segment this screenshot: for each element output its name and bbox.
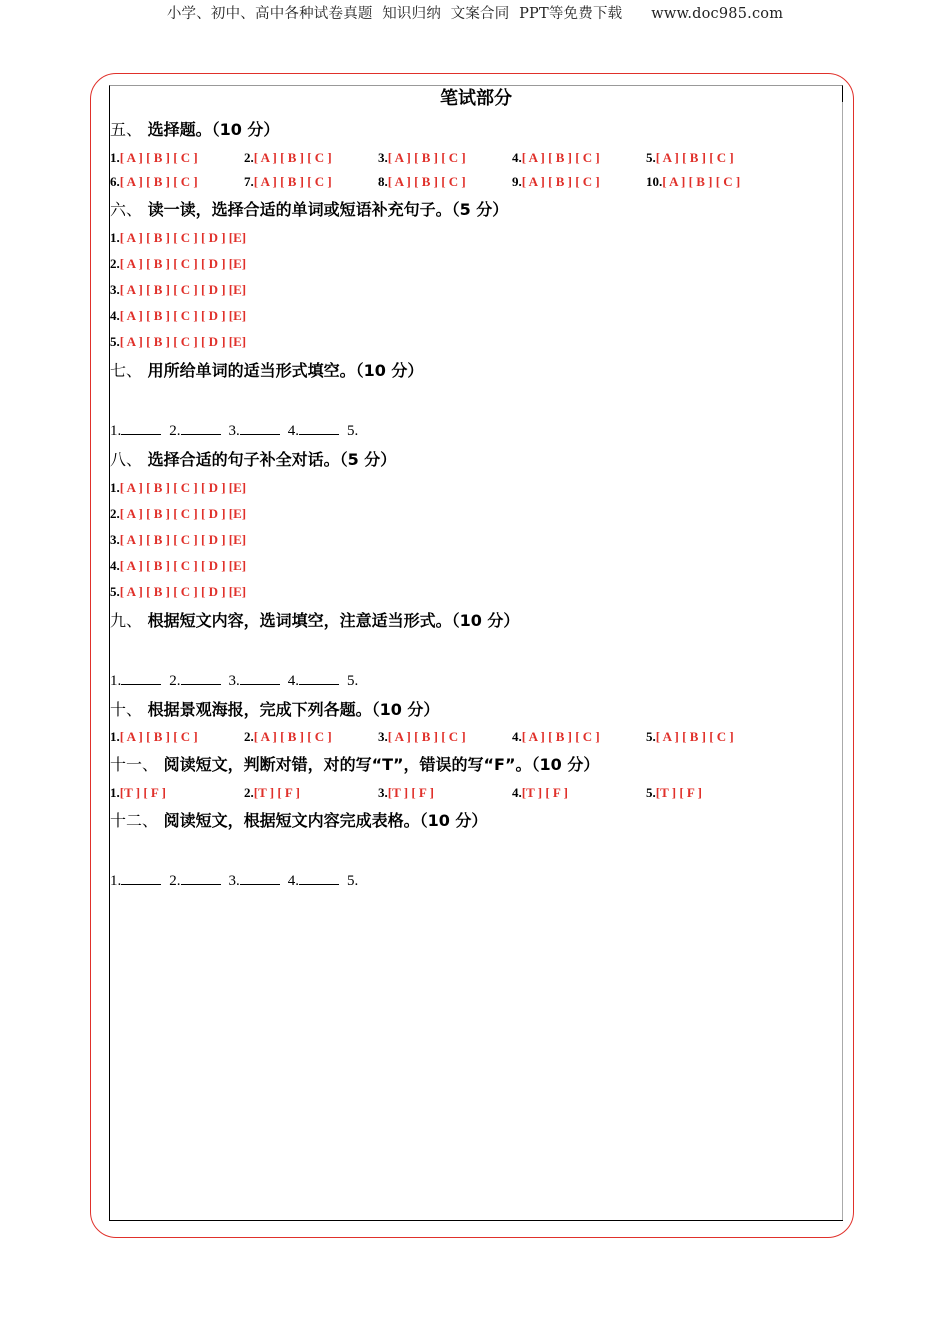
blank-line[interactable] [299, 870, 339, 885]
blank-number: 3. [228, 873, 240, 889]
answer-option-group[interactable] [512, 783, 568, 803]
fill-blank[interactable] [110, 420, 161, 441]
blank-number: 4. [287, 423, 299, 439]
answer-option-group[interactable] [110, 582, 246, 602]
blank-number: 2. [169, 673, 181, 689]
blank-line[interactable] [121, 870, 161, 885]
fill-blank-row [110, 420, 366, 441]
answer-choices[interactable]: [ A ] [ B ] [ C ] [ D ] [E] [119, 532, 247, 547]
section-number: 九、 [110, 611, 143, 630]
section-title-s12 [110, 810, 487, 832]
section-number: 十、 [110, 700, 143, 719]
question-number: 8. [378, 174, 388, 189]
answer-option-group[interactable] [110, 332, 246, 352]
section-text: 阅读短文，判断对错，对的写“T”，错误的写“F”。（10 分） [163, 755, 600, 774]
header-url[interactable]: www.doc985.com [651, 6, 784, 22]
question-number: 3. [378, 785, 388, 800]
question-number: 2. [244, 785, 254, 800]
fill-blank[interactable] [288, 420, 339, 441]
answer-option-group[interactable] [110, 504, 246, 524]
answer-choices[interactable]: [ A ] [ B ] [ C ] [ D ] [E] [119, 256, 247, 271]
section-text: 用所给单词的适当形式填空。（10 分） [147, 361, 424, 380]
answer-option-group[interactable] [110, 530, 246, 550]
answer-choices[interactable]: [ A ] [ B ] [ C ] [119, 150, 198, 165]
answer-option-group[interactable] [646, 172, 740, 192]
blank-number: 4. [287, 673, 299, 689]
blank-line[interactable] [240, 420, 280, 435]
answer-option-group[interactable] [110, 254, 246, 274]
answer-option-group[interactable] [378, 172, 466, 192]
fill-blank-row [110, 870, 366, 891]
section-text: 阅读短文，根据短文内容完成表格。（10 分） [163, 811, 488, 830]
answer-choices[interactable]: [ A ] [ B ] [ C ] [253, 150, 332, 165]
fill-blank[interactable] [288, 670, 339, 691]
fill-blank[interactable] [169, 420, 220, 441]
blank-line[interactable] [240, 670, 280, 685]
fill-blank[interactable] [229, 670, 280, 691]
question-number: 2. [110, 256, 120, 271]
answer-option-group[interactable] [110, 172, 198, 192]
frame-shadow [842, 102, 843, 1220]
blank-number: 5. [347, 673, 359, 689]
question-number: 5. [646, 729, 656, 744]
blank-number: 3. [228, 423, 240, 439]
answer-option-group[interactable] [110, 556, 246, 576]
answer-option-group[interactable] [378, 783, 434, 803]
answer-option-group[interactable] [244, 148, 332, 168]
question-number: 3. [110, 282, 120, 297]
question-number: 5. [110, 584, 120, 599]
answer-choices[interactable]: [ A ] [ B ] [ C ] [521, 174, 600, 189]
section-title-s8 [110, 449, 396, 471]
blank-number: 4. [287, 873, 299, 889]
blank-line[interactable] [181, 670, 221, 685]
page-header [0, 2, 950, 23]
answer-choices[interactable]: [ A ] [ B ] [ C ] [ D ] [E] [119, 308, 247, 323]
question-number: 5. [646, 785, 656, 800]
blank-number: 5. [347, 423, 359, 439]
answer-choices[interactable]: [ A ] [ B ] [ C ] [655, 729, 734, 744]
question-number: 4. [110, 308, 120, 323]
question-number: 3. [110, 532, 120, 547]
answer-option-group[interactable] [110, 727, 198, 747]
answer-choices[interactable]: [ A ] [ B ] [ C ] [662, 174, 741, 189]
answer-option-group[interactable] [110, 228, 246, 248]
answer-option-group[interactable] [244, 727, 332, 747]
page-title: 笔试部分 [440, 88, 512, 109]
answer-option-group[interactable] [646, 148, 734, 168]
answer-choices[interactable]: [ A ] [ B ] [ C ] [ D ] [E] [119, 480, 247, 495]
answer-choices[interactable]: [ A ] [ B ] [ C ] [ D ] [E] [119, 584, 247, 599]
answer-choices[interactable]: [ A ] [ B ] [ C ] [253, 174, 332, 189]
fill-blank[interactable] [169, 670, 220, 691]
section-title-s5 [110, 119, 279, 141]
section-number: 十一、 [110, 755, 159, 774]
answer-option-group[interactable] [110, 478, 246, 498]
section-number: 十二、 [110, 811, 159, 830]
answer-choices[interactable]: [T ] [ F ] [119, 785, 166, 800]
fill-blank-row [110, 670, 366, 691]
blank-line[interactable] [121, 670, 161, 685]
fill-blank[interactable] [229, 420, 280, 441]
answer-choices[interactable]: [ A ] [ B ] [ C ] [ D ] [E] [119, 558, 247, 573]
question-number: 9. [512, 174, 522, 189]
fill-blank[interactable] [347, 421, 358, 441]
question-number: 4. [512, 785, 522, 800]
question-number: 5. [110, 334, 120, 349]
section-text: 选择题。（10 分） [147, 120, 280, 139]
answer-choices[interactable]: [ A ] [ B ] [ C ] [387, 174, 466, 189]
answer-choices[interactable]: [ A ] [ B ] [ C ] [387, 729, 466, 744]
question-number: 1. [110, 150, 120, 165]
question-number: 5. [646, 150, 656, 165]
question-number: 4. [110, 558, 120, 573]
answer-option-group[interactable] [512, 148, 600, 168]
section-text: 根据短文内容，选词填空，注意适当形式。（10 分） [147, 611, 520, 630]
fill-blank[interactable] [347, 671, 358, 691]
blank-number: 2. [169, 423, 181, 439]
question-number: 2. [244, 150, 254, 165]
fill-blank[interactable] [229, 870, 280, 891]
blank-number: 1. [110, 423, 122, 439]
question-number: 4. [512, 150, 522, 165]
answer-option-group[interactable] [110, 306, 246, 326]
answer-choices[interactable]: [ A ] [ B ] [ C ] [ D ] [E] [119, 282, 247, 297]
question-number: 4. [512, 729, 522, 744]
answer-option-group[interactable] [110, 783, 166, 803]
fill-blank[interactable] [110, 670, 161, 691]
section-text: 选择合适的句子补全对话。（5 分） [147, 450, 397, 469]
blank-number: 1. [110, 673, 122, 689]
answer-option-group[interactable] [244, 783, 300, 803]
blank-line[interactable] [299, 420, 339, 435]
fill-blank[interactable] [110, 870, 161, 891]
section-title-s11 [110, 754, 599, 776]
answer-choices[interactable]: [ A ] [ B ] [ C ] [253, 729, 332, 744]
question-number: 6. [110, 174, 120, 189]
blank-line[interactable] [240, 870, 280, 885]
question-number: 3. [378, 150, 388, 165]
answer-option-group[interactable] [512, 727, 600, 747]
question-number: 3. [378, 729, 388, 744]
section-title-s7 [110, 360, 423, 382]
section-number: 七、 [110, 361, 143, 380]
answer-option-group[interactable] [378, 727, 466, 747]
section-title-s9 [110, 610, 519, 632]
answer-choices[interactable]: [T ] [ F ] [253, 785, 300, 800]
answer-choices[interactable]: [ A ] [ B ] [ C ] [119, 174, 198, 189]
section-number: 八、 [110, 450, 143, 469]
answer-option-group[interactable] [646, 783, 702, 803]
answer-choices[interactable]: [ A ] [ B ] [ C ] [ D ] [E] [119, 506, 247, 521]
blank-line[interactable] [181, 870, 221, 885]
fill-blank[interactable] [347, 871, 358, 891]
question-number: 2. [244, 729, 254, 744]
blank-number: 3. [228, 673, 240, 689]
blank-line[interactable] [299, 670, 339, 685]
answer-choices[interactable]: [ A ] [ B ] [ C ] [387, 150, 466, 165]
blank-line[interactable] [121, 420, 161, 435]
answer-choices[interactable]: [ A ] [ B ] [ C ] [ D ] [E] [119, 334, 247, 349]
answer-option-group[interactable] [646, 727, 734, 747]
answer-choices[interactable]: [ A ] [ B ] [ C ] [521, 150, 600, 165]
answer-option-group[interactable] [110, 280, 246, 300]
section-number: 六、 [110, 200, 143, 219]
question-number: 2. [110, 506, 120, 521]
question-number: 1. [110, 230, 120, 245]
answer-choices[interactable]: [T ] [ F ] [521, 785, 568, 800]
fill-blank[interactable] [288, 870, 339, 891]
blank-line[interactable] [181, 420, 221, 435]
section-title-s10 [110, 699, 439, 721]
section-title-s6 [110, 199, 508, 221]
answer-choices[interactable]: [ A ] [ B ] [ C ] [521, 729, 600, 744]
question-number: 10. [646, 174, 663, 189]
answer-option-group[interactable] [512, 172, 600, 192]
question-number: 1. [110, 480, 120, 495]
answer-option-group[interactable] [244, 172, 332, 192]
blank-number: 1. [110, 873, 122, 889]
answer-choices[interactable]: [ A ] [ B ] [ C ] [119, 729, 198, 744]
question-number: 7. [244, 174, 254, 189]
blank-number: 2. [169, 873, 181, 889]
answer-choices[interactable]: [T ] [ F ] [655, 785, 702, 800]
header-text: 小学、初中、高中各种试卷真题 知识归纳 文案合同 PPT等免费下载 [166, 6, 623, 22]
answer-option-group[interactable] [378, 148, 466, 168]
section-text: 根据景观海报，完成下列各题。（10 分） [147, 700, 440, 719]
section-number: 五、 [110, 120, 143, 139]
answer-choices[interactable]: [ A ] [ B ] [ C ] [ D ] [E] [119, 230, 247, 245]
question-number: 1. [110, 785, 120, 800]
question-number: 1. [110, 729, 120, 744]
answer-choices[interactable]: [T ] [ F ] [387, 785, 434, 800]
section-text: 读一读，选择合适的单词或短语补充句子。（5 分） [147, 200, 509, 219]
answer-choices[interactable]: [ A ] [ B ] [ C ] [655, 150, 734, 165]
fill-blank[interactable] [169, 870, 220, 891]
blank-number: 5. [347, 873, 359, 889]
answer-option-group[interactable] [110, 148, 198, 168]
